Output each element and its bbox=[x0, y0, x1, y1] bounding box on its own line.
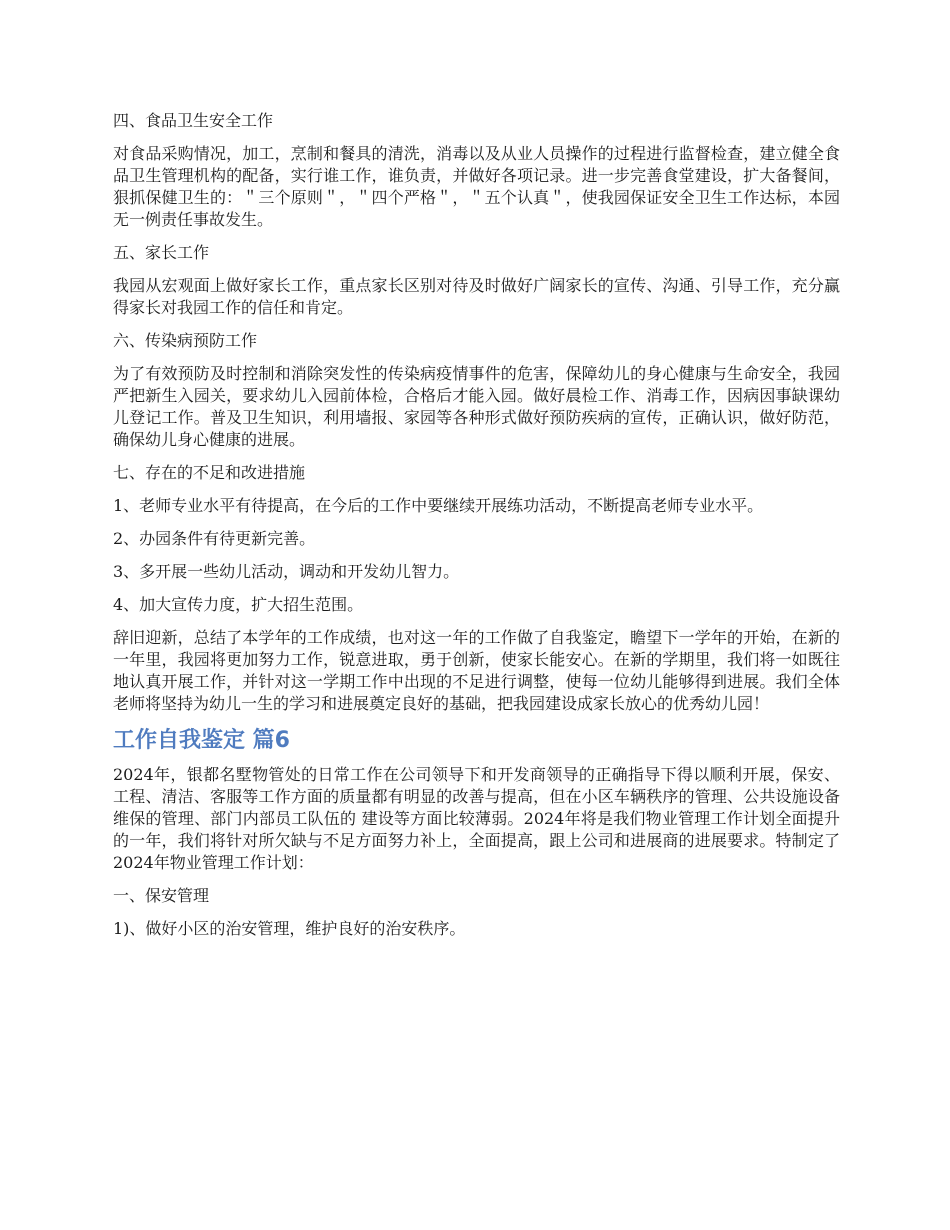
list-item: 3、多开展一些幼儿活动，调动和开发幼儿智力。 bbox=[113, 562, 460, 581]
document-page bbox=[113, 110, 840, 951]
section-title-security: 一、保安管理 bbox=[113, 886, 210, 905]
paragraph-plan-intro: 2024年，银都名墅物管处的日常工作在公司领导下和开发商领导的正确指导下得以顺利开展，保安、工程、清洁、客服等工作方面的质量都有明显的改善与提高，但在小区车辆秩序的管理、公共设施设备维保的管理、部门内部员工队伍的 建设等方面比较薄弱。2024年将是我们物业管理工作计划全面提升的一年，我们将针对所欠缺与不足方面努力补上，全面提高，跟上公司和进展商的进展要求。特制定了2024年物业管理工作计划： bbox=[113, 765, 840, 872]
section-title-parents: 五、家长工作 bbox=[113, 243, 210, 262]
paragraph-conclusion: 辞旧迎新，总结了本学年的工作成绩，也对这一年的工作做了自我鉴定，瞻望下一学年的开始，在新的一年里，我园将更加努力工作，锐意进取，勇于创新，使家长能安心。在新的学期里，我们将一如既往地认真开展工作，并针对这一学期工作中出现的不足进行调整，使每一位幼儿能够得到进展。我们全体老师将坚持为幼儿一生的学习和进展奠定良好的基础，把我园建设成家长放心的优秀幼儿园！ bbox=[113, 628, 840, 713]
paragraph-food-safety: 对食品采购情况，加工，烹制和餐具的清洗，消毒以及从业人员操作的过程进行监督检查，建立健全食品卫生管理机构的配备，实行谁工作，谁负责，并做好各项记录。进一步完善食堂建设，扩大备餐间，狠抓保健卫生的：＂三个原则＂，＂四个严格＂，＂五个认真＂，使我园保证安全卫生工作达标，本园无一例责任事故发生。 bbox=[113, 144, 840, 229]
list-item: 4、加大宣传力度，扩大招生范围。 bbox=[113, 595, 364, 614]
section-title-shortcomings: 七、存在的不足和改进措施 bbox=[113, 463, 306, 482]
list-item: 1、老师专业水平有待提高，在今后的工作中要继续开展练功活动，不断提高老师专业水平。 bbox=[113, 496, 764, 515]
section-title-disease-prevention: 六、传染病预防工作 bbox=[113, 331, 258, 350]
list-item: 2、办园条件有待更新完善。 bbox=[113, 529, 316, 548]
paragraph-parents: 我园从宏观面上做好家长工作，重点家长区别对待及时做好广阔家长的宣传、沟通、引导工作，充分赢得家长对我园工作的信任和肯定。 bbox=[113, 276, 840, 317]
section-title-food-safety: 四、食品卫生安全工作 bbox=[113, 111, 274, 130]
list-item: 1)、做好小区的治安管理，维护良好的治安秩序。 bbox=[113, 919, 466, 938]
section-heading: 工作自我鉴定 篇6 bbox=[113, 728, 290, 753]
paragraph-disease-prevention: 为了有效预防及时控制和消除突发性的传染病疫情事件的危害，保障幼儿的身心健康与生命安全，我园严把新生入园关，要求幼儿入园前体检，合格后才能入园。做好晨检工作、消毒工作，因病因事缺课幼儿登记工作。普及卫生知识，利用墙报、家园等各种形式做好预防疾病的宣传，正确认识，做好防范，确保幼儿身心健康的进展。 bbox=[113, 364, 840, 449]
